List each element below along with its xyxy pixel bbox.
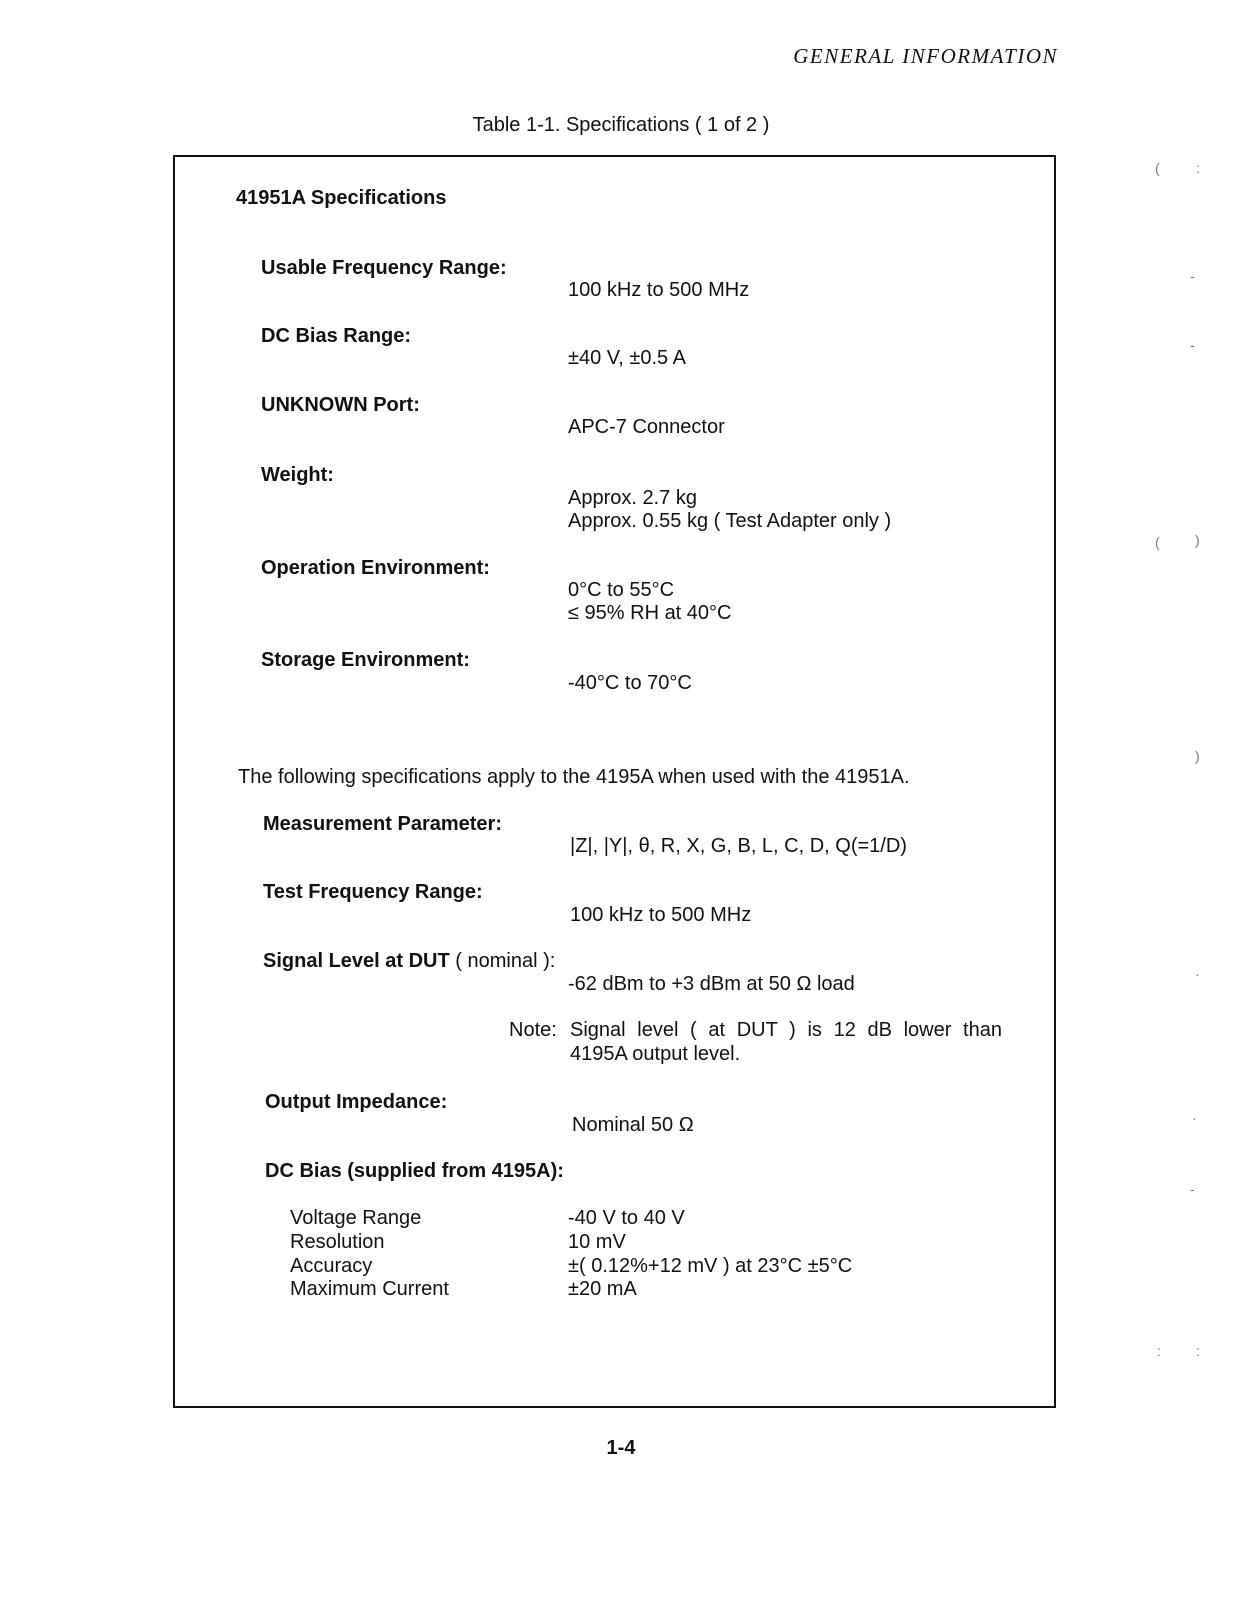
dc-bias-row-value: ±( 0.12%+12 mV ) at 23°C ±5°C — [568, 1255, 853, 1277]
section-title: 41951A Specifications — [236, 187, 447, 209]
measurement-label: Measurement Parameter: — [263, 813, 502, 835]
apply-note: The following specifications apply to the 4195A when used with the 41951A. — [238, 766, 910, 788]
scan-mark: - — [1190, 268, 1195, 284]
spec-label: Operation Environment: — [261, 557, 490, 579]
spec-label: UNKNOWN Port: — [261, 394, 420, 416]
scan-mark: : — [1196, 1343, 1200, 1359]
spec-value: -40°C to 70°C — [568, 672, 692, 694]
spec-value: ≤ 95% RH at 40°C — [568, 602, 732, 624]
scan-mark: · — [1195, 966, 1200, 982]
spec-value: Approx. 0.55 kg ( Test Adapter only ) — [568, 510, 892, 532]
dc-bias-row-name: Maximum Current — [290, 1278, 449, 1300]
page-header: GENERAL INFORMATION — [793, 44, 1058, 68]
dc-bias-row-value: -40 V to 40 V — [568, 1207, 685, 1229]
spec-label: DC Bias Range: — [261, 325, 412, 347]
spec-value: ±40 V, ±0.5 A — [568, 347, 686, 369]
dc-bias-row-value: ±20 mA — [568, 1278, 637, 1300]
spec-value: 100 kHz to 500 MHz — [568, 279, 750, 301]
scan-mark: · — [1192, 1110, 1197, 1126]
spec-label: Usable Frequency Range: — [261, 257, 507, 279]
spec-value: Approx. 2.7 kg — [568, 487, 697, 509]
scan-mark: : — [1196, 160, 1200, 176]
note-label: Note: — [509, 1019, 557, 1041]
measurement-value: 100 kHz to 500 MHz — [570, 904, 752, 926]
dc-bias-row-name: Voltage Range — [290, 1207, 422, 1229]
scan-mark: ( — [1155, 160, 1160, 176]
specifications-box — [173, 155, 1056, 1408]
scan-mark: ( — [1155, 534, 1160, 550]
dc-bias-row-value: 10 mV — [568, 1231, 626, 1253]
scan-mark: - — [1190, 337, 1195, 353]
scan-mark: - — [1190, 1181, 1195, 1197]
dc-bias-row-name: Resolution — [290, 1231, 385, 1253]
page-number: 1-4 — [606, 1437, 636, 1459]
signal-level-value: -62 dBm to +3 dBm at 50 Ω load — [568, 973, 855, 995]
signal-level-label-rest: ( nominal ): — [449, 950, 556, 972]
output-impedance-label: Output Impedance: — [265, 1091, 448, 1113]
spec-label: Storage Environment: — [261, 649, 470, 671]
scan-mark: ) — [1195, 532, 1200, 548]
table-caption: Table 1-1. Specifications ( 1 of 2 ) — [472, 114, 770, 136]
scan-mark: ) — [1195, 748, 1200, 764]
signal-level-label-bold: Signal Level at DUT — [263, 950, 450, 972]
scan-mark: : — [1157, 1343, 1161, 1359]
spec-value: 0°C to 55°C — [568, 579, 675, 601]
output-impedance-value: Nominal 50 Ω — [572, 1114, 694, 1136]
spec-label: Weight: — [261, 464, 334, 486]
spec-value: APC-7 Connector — [568, 416, 725, 438]
dc-bias-label: DC Bias (supplied from 4195A): — [265, 1160, 564, 1182]
measurement-value: |Z|, |Y|, θ, R, X, G, B, L, C, D, Q(=1/D) — [570, 835, 907, 857]
dc-bias-row-name: Accuracy — [290, 1255, 373, 1277]
note-text: Signal level ( at DUT ) is 12 dB lower than 4195A output level. — [570, 1019, 1002, 1065]
signal-level-label — [263, 949, 555, 973]
measurement-label: Test Frequency Range: — [263, 881, 483, 903]
